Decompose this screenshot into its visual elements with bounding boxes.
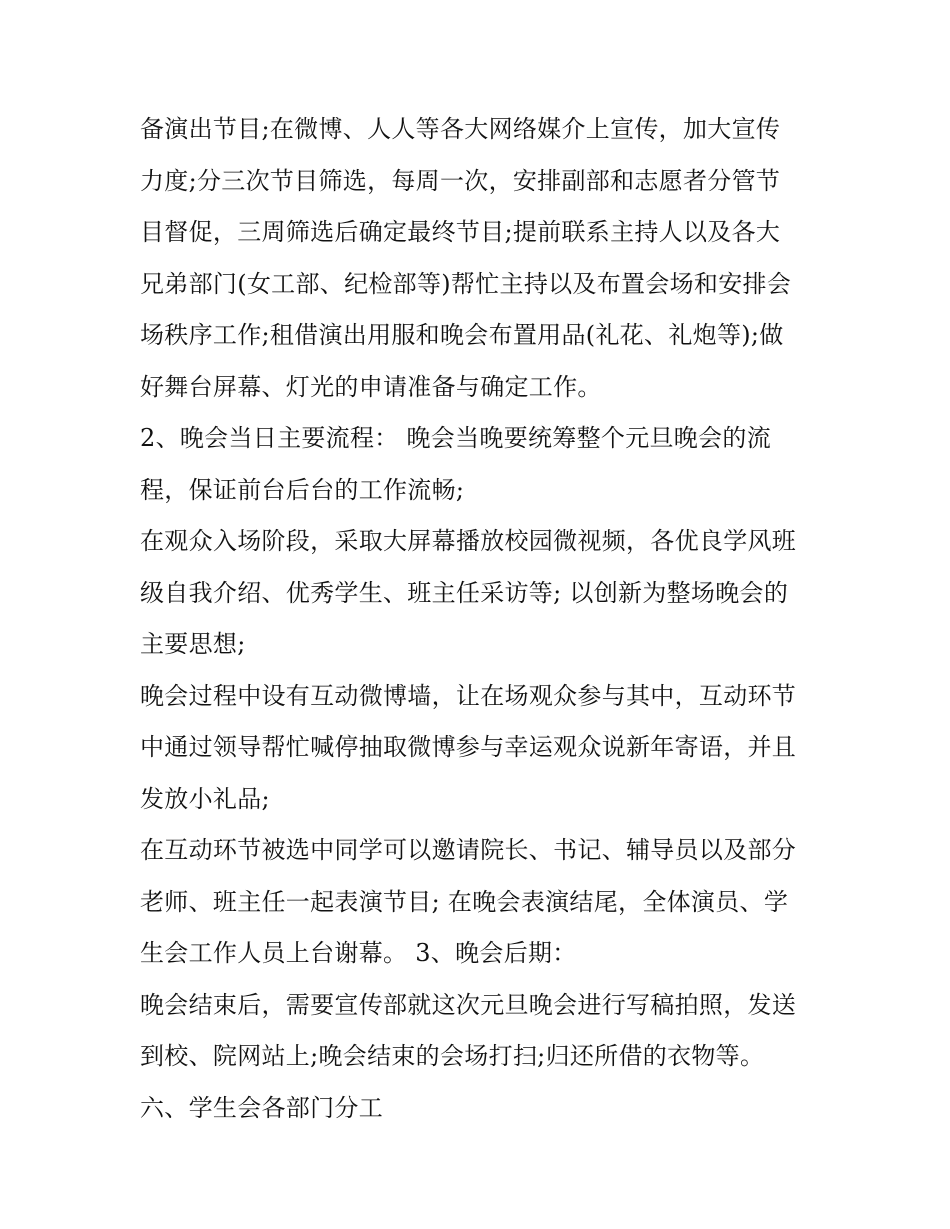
text-line: 好舞台屏幕、灯光的申请准备与确定工作。	[140, 372, 602, 401]
text-line: 目督促，三周筛选后确定最终节目;提前联系主持人以及各大	[140, 218, 781, 246]
text-line: 力度;分三次节目筛选，每周一次，安排副部和志愿者分管节	[140, 166, 781, 195]
document-body	[140, 104, 820, 1134]
text-line: 主要思想;	[140, 630, 246, 658]
text-line: 生会工作人员上台谢幕。 3、晚会后期：	[140, 939, 577, 967]
text-line: 场秩序工作;租借演出用服和晚会布置用品(礼花、礼炮等);做	[140, 321, 784, 349]
section-heading: 六、学生会各部门分工	[140, 1093, 383, 1122]
text-line: 在观众入场阶段，采取大屏幕播放校园微视频，各优良学风班	[140, 527, 797, 555]
text-line: 在互动环节被选中同学可以邀请院长、书记、辅导员以及部分	[140, 836, 797, 864]
text-line: 晚会结束后，需要宣传部就这次元旦晚会进行写稿拍照，发送	[140, 990, 797, 1019]
text-line: 发放小礼品;	[140, 784, 270, 813]
text-line: 级自我介绍、优秀学生、班主任采访等; 以创新为整场晚会的	[140, 578, 789, 607]
text-line: 中通过领导帮忙喊停抽取微博参与幸运观众说新年寄语，并且	[140, 733, 797, 761]
text-line: 晚会过程中设有互动微博墙，让在场观众参与其中，互动环节	[140, 681, 797, 710]
text-line: 到校、院网站上;晚会结束的会场打扫;归还所借的衣物等。	[140, 1042, 765, 1070]
text-line: 兄弟部门(女工部、纪检部等)帮忙主持以及布置会场和安排会	[140, 269, 792, 298]
text-line: 备演出节目;在微博、人人等各大网络媒介上宣传，加大宣传	[140, 115, 781, 143]
text-line: 老师、班主任一起表演节目; 在晚会表演结尾，全体演员、学	[140, 887, 789, 916]
text-line: 2、晚会当日主要流程： 晚会当晚要统筹整个元旦晚会的流	[140, 424, 771, 452]
text-line: 程，保证前台后台的工作流畅;	[140, 475, 465, 504]
